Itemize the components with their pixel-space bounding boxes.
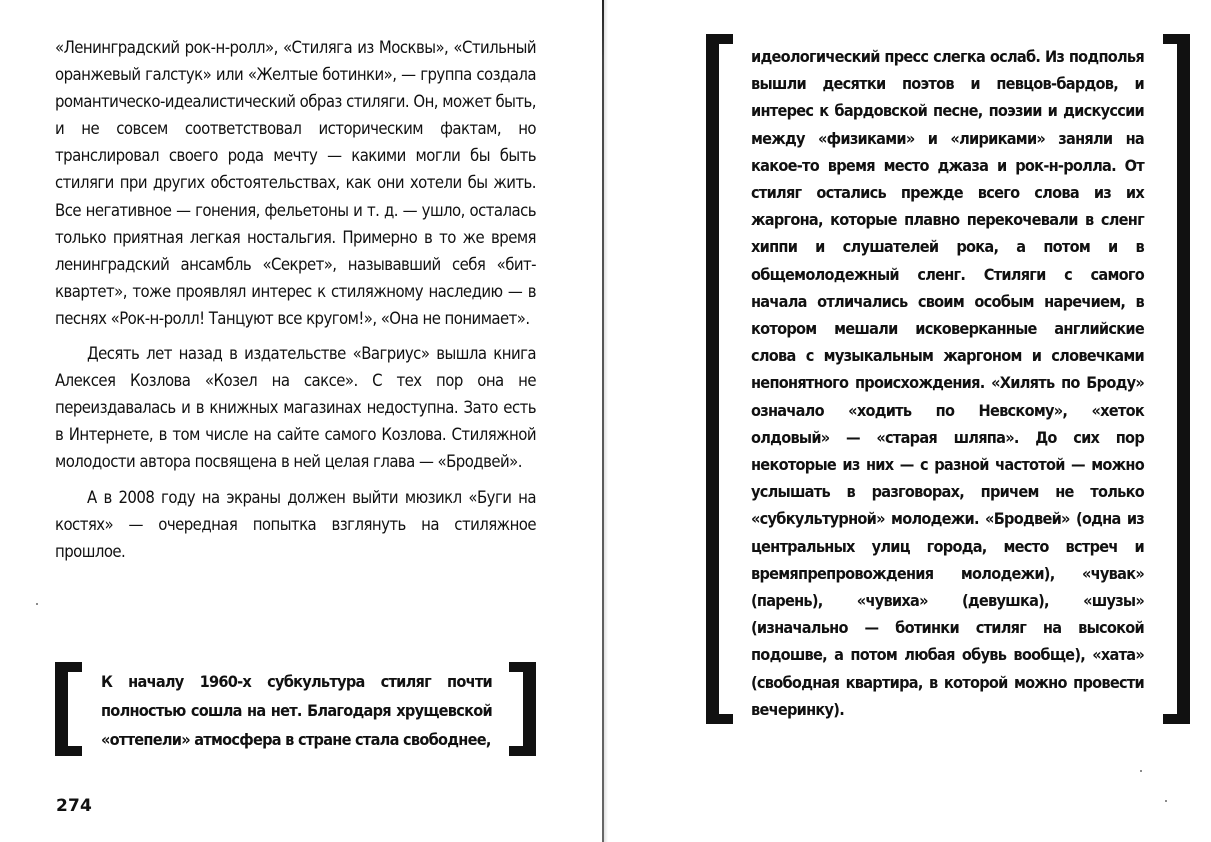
scan-speck [1165,800,1167,802]
left-paragraph-3: А в 2008 году на экраны должен выйти мюзикл «Буги на костях» — очередная попытка взглянуть на стиляжное прошлое. [55,487,536,561]
gutter-shadow [604,0,608,842]
scan-speck [1140,770,1142,772]
close-bracket-decoration [509,662,536,756]
left-pull-quote-text: К началу 1960-х субкультура стиляг почти полностью сошла на нет. Благодаря хрущевской «оттепели» атмосфера в стране стала свободнее, [101,672,492,749]
right-pull-quote [706,34,1190,724]
close-bracket-decoration [1163,34,1190,724]
left-paragraph-2: Десять лет назад в издательстве «Вагриус» вышла книга Алексея Козлова «Козел на саксе». С тех пор она не переиздавалась и в книжных магазинах недоступна. Зато есть в Интернете, в том числе на сайте самого Козлова. Стиляжной молодости автора посвящена в ней целая глава — «Бродвей». [55,344,536,472]
open-bracket-decoration [55,662,82,756]
open-bracket-decoration [706,34,733,724]
left-page-body [55,34,536,565]
page-number: 274 [56,796,93,816]
right-pull-quote-text: идеологический пресс слегка ослаб. Из подполья вышли десятки поэтов и певцов-бардов, и интерес к бардовской песне, поэзии и дискуссии между «физиками» и «лириками» заняли на какое-то время место джаза и рок-н-ролла. От стиляг остались прежде всего слова из их жаргона, которые плавно перекочевали в сленг хиппи и слушателей рока, а потом и в общемолодежный сленг. Стиляги с самого начала отличались своим особым наречием, в котором мешали исковерканные английские слова с музыкальным жаргоном и словечками непонятного происхождения. «Хилять по Броду» означало «ходить по Невскому», «хеток олдовый» — «старая шляпа». До сих пор некоторые из них — с разной частотой — можно услышать в разговорах, причем не только «субкультурной» молодежи. «Бродвей» (одна из центральных улиц города, место встреч и времяпрепровождения молодежи), «чувак» (парень), «чувиха» (девушка), «шузы» (изначально — ботинки стиляг на высокой подошве, а потом любая обувь вообще), «хата» (свободная квартира, в которой можно провести вечеринку). [751,47,1144,719]
left-pull-quote [55,662,536,758]
scan-speck [36,603,38,605]
left-paragraph-1: «Ленинградский рок-н-ролл», «Стиляга из Москвы», «Стильный оранжевый галстук» или «Желтые ботинки», — группа создала романтическо-идеалистический образ стиляги. Он, может быть, и не совсем соответствовал историческим фактам, но транслировал своего рода мечту — какими могли бы быть стиляги при других обстоятельствах, как они хотели бы жить. Все негативное — гонения, фельетоны и т. д. — ушло, осталась только приятная легкая ностальгия. Примерно в то же время ленинградский ансамбль «Секрет», называвший себя «бит-квартет», тоже проявлял интерес к стиляжному наследию — в песнях «Рок-н-ролл! Танцуют все кругом!», «Она не понимает». [55,38,536,328]
